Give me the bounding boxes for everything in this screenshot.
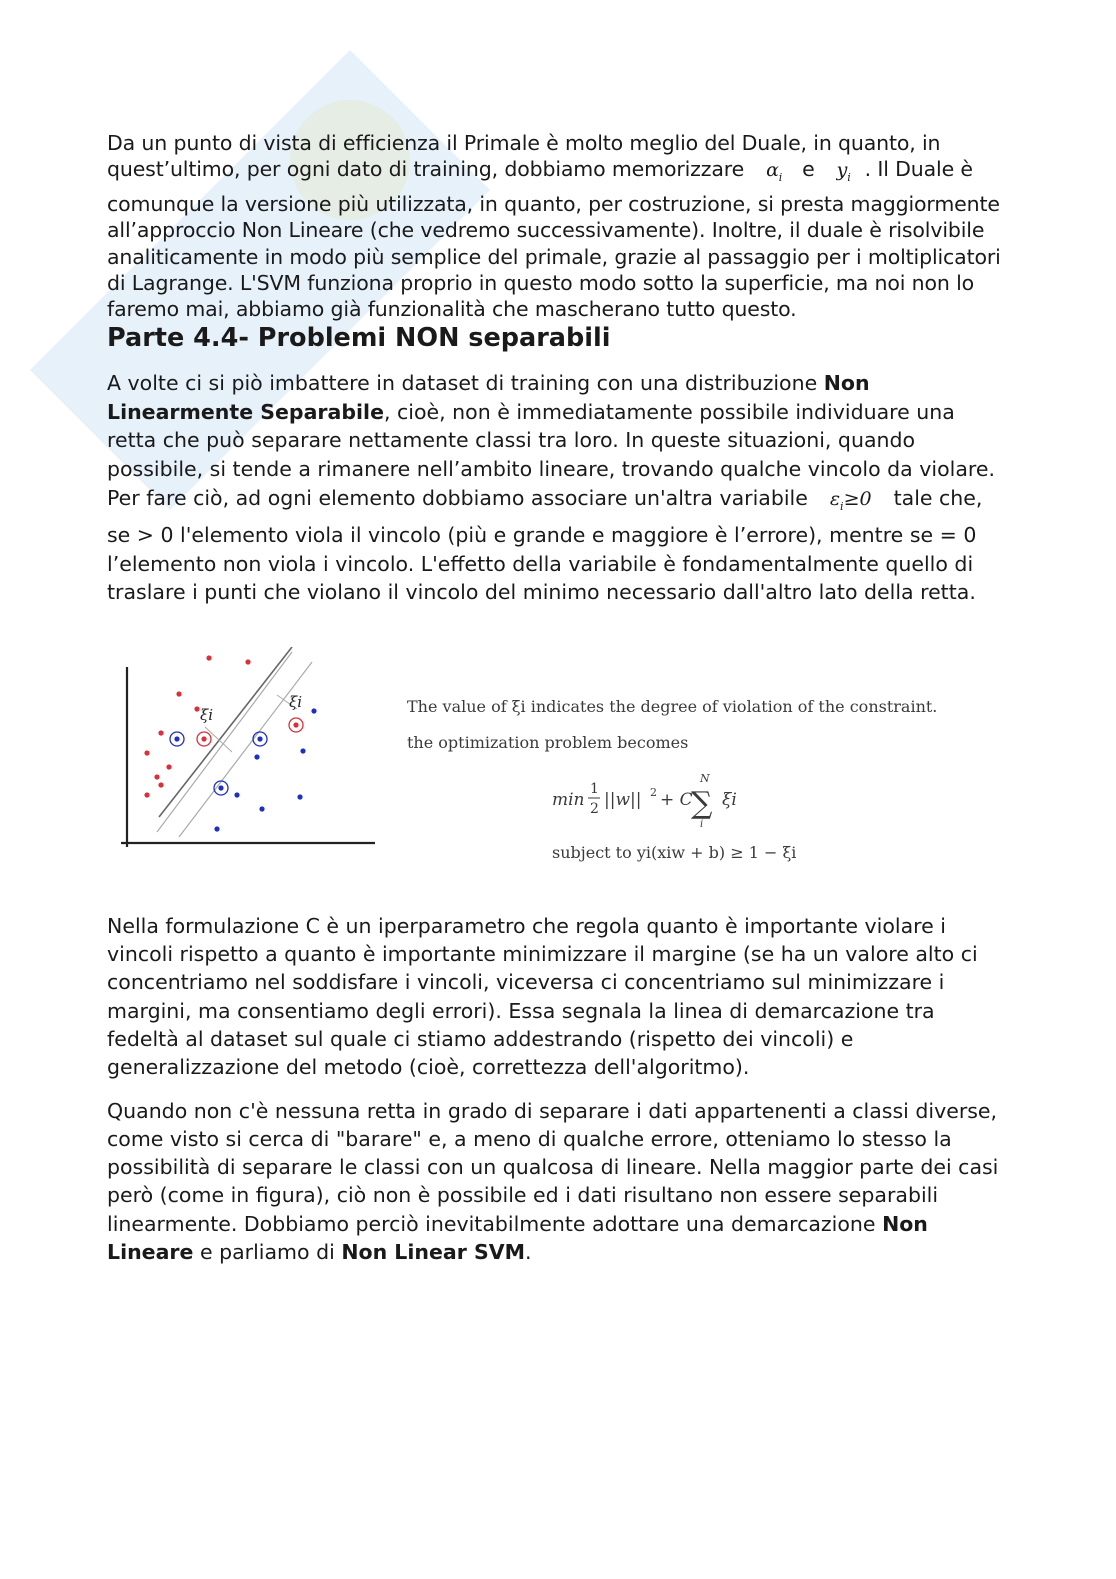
- constraint-line: subject to yi(xiw + b) ≥ 1 − ξi: [552, 842, 797, 862]
- paragraph-hyperparameter-c: Nella formulazione C è un iperparametro che regola quanto è importante violare i vincoli rispetto a quanto è importante minimizzare il margine (se ha un valore alto ci concentriamo nel soddisfare i vincoli, viceversa ci concentriamo sul minimizzare i margini, ma consentiamo degli errori). Essa segnala la linea di demarcazione tra fedeltà al dataset sul quale ci stiamo addestrando (rispetto dei vincoli) e generalizzazione del metodo (cioè, correttezza dell'algoritmo).: [107, 913, 978, 1080]
- xi-label-left: ξi: [200, 705, 214, 724]
- margin-line-upper: [179, 662, 312, 837]
- svm-figure: [107, 647, 1007, 879]
- svg-text:∑: ∑: [691, 785, 713, 821]
- red-points: [144, 655, 250, 797]
- soft-margin-plot: [117, 647, 387, 879]
- svg-text:1: 1: [590, 780, 599, 797]
- text-segment: e parliamo di: [199, 1240, 335, 1265]
- bold-term: Non Linearmente Separabile: [107, 371, 870, 424]
- caption-line-2: the optimization problem becomes: [407, 732, 689, 752]
- text-segment: , cioè, non è immediatamente possibile individuare una retta che può separare nettamente classi tra loro. In queste situazioni, quando possibile, si tende a rimanere nell’ambito lineare, trovando qualche vincolo da violare. Per fare ciò, ad ogni elemento dobbiamo associare un'altra variabile: [107, 399, 995, 510]
- svg-text:2: 2: [650, 785, 657, 799]
- bold-term: Non Lineare: [107, 1211, 928, 1265]
- text-segment: e: [802, 157, 815, 182]
- xi-label-right: ξi: [289, 692, 303, 711]
- text-segment: Da un punto di vista di efficienza il Primale è molto meglio del Duale, in quanto, in quest’ultimo, per ogni dato di training, dobbiamo memorizzare: [107, 131, 941, 182]
- svg-text:i: i: [700, 818, 704, 829]
- svg-text:||w||: ||w||: [604, 789, 642, 810]
- figure-caption: [407, 647, 987, 879]
- section-heading: Parte 4.4- Problemi NON separabili: [107, 323, 611, 354]
- caption-line-1: The value of ξi indicates the degree of violation of the constraint.: [407, 696, 938, 716]
- svg-text:+ C: + C: [660, 789, 693, 810]
- optimization-formula: [552, 769, 772, 829]
- slack-segment-left: [205, 727, 232, 752]
- margin-line-lower: [157, 652, 292, 832]
- paragraph-primal-dual: [107, 130, 1007, 322]
- bold-term: Non Linear SVM: [341, 1240, 525, 1265]
- document-page: [107, 130, 1007, 1266]
- text-segment: . Il Duale è comunque la versione più utilizzata, in quanto, per costruzione, si presta maggiormente all’approccio Non Lineare (che vedremo successivamente). Inoltre, il duale è risolvibile analiticamente in modo più semplice del primale, grazie al passaggio per i moltiplicatori di Lagrange. L'SVM funziona proprio in questo modo sotto la superficie, ma noi non lo faremo mai, abbiamo già funzionalità che mascherano tutto questo.: [107, 157, 1001, 322]
- text-segment: Quando non c'è nessuna retta in grado di separare i dati appartenenti a classi diverse, come visto si cerca di "barare" e, a meno di qualche errore, otteniamo lo stesso la possibilità di separare le classi con un qualcosa di lineare. Nella maggior parte dei casi però (come in figura), ciò non è possibile ed i dati risultano non essere separabili linearmente. Dobbiamo perciò inevitabilmente adottare una demarcazione: [107, 1098, 999, 1236]
- svg-text:min: min: [552, 789, 585, 810]
- paragraph-non-separable: [107, 369, 1007, 607]
- support-vectors: [170, 718, 303, 795]
- svg-text:N: N: [700, 771, 710, 785]
- text-segment: .: [525, 1240, 532, 1265]
- paragraph-non-linear-svm: [107, 1097, 1007, 1267]
- svg-text:ξi: ξi: [722, 789, 737, 810]
- text-segment: A volte ci si piò imbattere in dataset di training con una distribuzione: [107, 371, 818, 396]
- text-segment: tale che, se > 0 l'elemento viola il vincolo (più e grande e maggiore è l’errore), mentre se = 0 l’elemento non viola i vincolo. L'effetto della variabile è fondamentalmente quello di traslare i punti che violano il vincolo del minimo necessario dall'altro lato della retta.: [107, 485, 983, 605]
- math-epsilon-geq-zero: $\varepsilon_i\ge 0$: [829, 487, 872, 513]
- math-y-i: $y_i$: [836, 159, 851, 184]
- math-alpha-i: $\alpha_i$: [766, 159, 783, 184]
- svg-text:2: 2: [590, 800, 599, 817]
